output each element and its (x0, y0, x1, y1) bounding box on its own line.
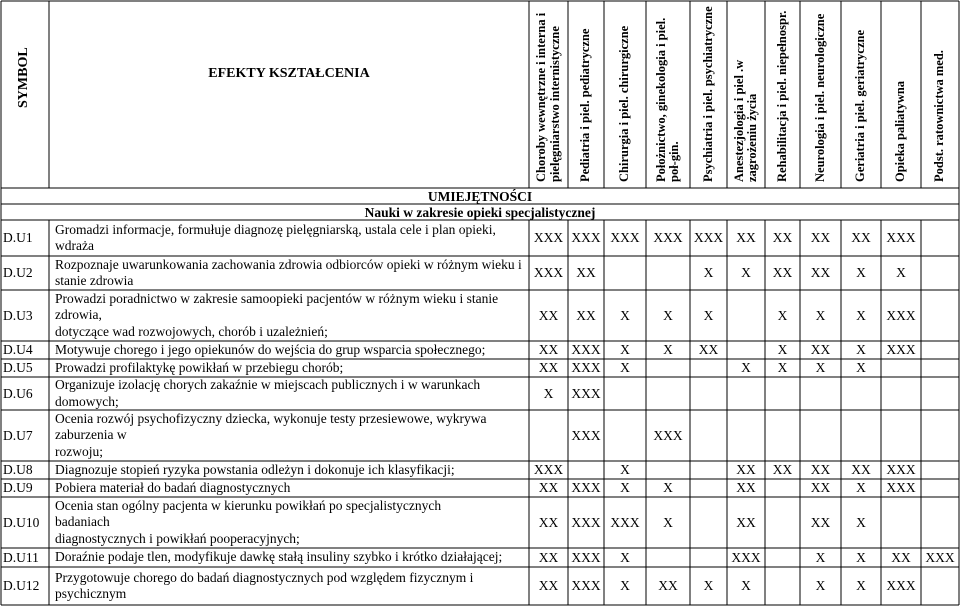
mark-cell: XXX (571, 360, 601, 375)
mark-cell: XX (810, 462, 831, 477)
mark-cell: XX (736, 230, 756, 245)
column-header-1-line-2: pielęgniarstwo internistyczne (547, 26, 562, 182)
column-header-1-line-1: Choroby wewnętrzne i interna i (534, 12, 548, 182)
row-description-line: Gromadzi informacje, formułuje diagnozę pielęgniarską, ustala cele i plan opieki, (55, 221, 496, 237)
row-code: D.U4 (3, 342, 33, 357)
section-title: UMIEJĘTNOŚCI (427, 189, 533, 204)
mark-cell: X (856, 514, 866, 530)
row-description-line: zdrowia, (55, 307, 102, 323)
mark-cell: XXX (610, 230, 640, 245)
row-description-line: Ocenia rozwój psychofizyczny dziecka, wykonuje testy przesiewowe, wykrywa (55, 411, 487, 427)
mark-cell: XX (698, 342, 719, 357)
mark-cell: XX (851, 230, 871, 245)
mark-cell: X (815, 360, 826, 375)
mark-cell: X (663, 480, 673, 495)
mark-cell: X (663, 342, 673, 357)
column-header-6-line-1: Anestezjologia i piel .w (731, 59, 746, 182)
row-description-line: Przygotowuje chorego do badań diagnostycznych pod względem fizycznym i (55, 569, 474, 585)
column-header-2-line-1: Pediatria i piel. pediatryczne (578, 28, 593, 182)
row-description-line: zaburzenia w (55, 427, 127, 443)
column-header-4-line-2: poł-gin. (667, 141, 681, 182)
mark-cell: XX (736, 514, 756, 530)
row-code: D.U5 (3, 360, 33, 375)
mark-cell: X (856, 342, 866, 357)
mark-cell: X (777, 342, 788, 357)
row-code: D.U3 (3, 307, 33, 323)
mark-cell: XXX (886, 480, 916, 495)
mark-cell: X (856, 578, 866, 593)
mark-cell: XX (538, 307, 559, 323)
mark-cell: X (703, 307, 714, 323)
mark-cell: X (856, 265, 866, 280)
row-code: D.U7 (3, 427, 33, 443)
mark-cell: XX (772, 265, 793, 280)
mark-cell: XXX (571, 480, 601, 495)
row-description-line: stanie zdrowia (55, 273, 134, 288)
column-header-11-line-1: Podst. ratownictwa med. (932, 50, 947, 182)
mark-cell: XXX (731, 549, 761, 565)
row-description-line: domowych; (55, 393, 119, 409)
column-header-7-line-1: Rehabilitacja i piel. niepełnospr. (774, 10, 789, 182)
mark-cell: X (620, 462, 630, 477)
mark-cell: X (620, 342, 630, 357)
mark-cell: X (856, 549, 866, 565)
mark-cell: X (620, 480, 630, 495)
mark-cell: X (896, 265, 906, 280)
mark-cell: XXX (886, 307, 916, 323)
mark-cell: XXX (533, 230, 564, 245)
mark-cell: XXX (886, 230, 916, 245)
mark-cell: X (741, 578, 751, 593)
row-code: D.U10 (3, 514, 40, 530)
mark-cell: XX (891, 549, 911, 565)
mark-cell: X (856, 360, 866, 375)
row-description-line: Prowadzi poradnictwo w zakresie samoopieki pacjentów w różnym wieku i stanie (55, 291, 499, 307)
mark-cell: XXX (571, 342, 601, 357)
row-code: D.U8 (3, 462, 33, 477)
mark-cell: XX (810, 514, 831, 530)
mark-cell: XXX (610, 514, 640, 530)
mark-cell: X (703, 578, 714, 593)
mark-cell: XX (810, 265, 831, 280)
column-header-5-line-1: Psychiatria i piel. psychiatryczne (700, 6, 715, 182)
row-description-line: Diagnozuje stopień ryzyka powstania odleżyn i dokonuje ich klasyfikacji; (55, 461, 455, 477)
symbol-header: SYMBOL (16, 47, 31, 108)
mark-cell: XXX (653, 427, 683, 443)
mark-cell: XX (658, 578, 678, 593)
effects-header: EFEKTY KSZTAŁCENIA (208, 66, 370, 81)
mark-cell: X (663, 514, 673, 530)
mark-cell: XX (736, 462, 756, 477)
mark-cell: X (741, 265, 751, 280)
mark-cell: X (741, 360, 751, 375)
mark-cell: XX (772, 230, 793, 245)
mark-cell: XXX (571, 230, 601, 245)
mark-cell: XX (810, 230, 831, 245)
row-description-line: diagnostycznych i powikłań pooperacyjnych; (55, 530, 300, 546)
mark-cell: X (620, 307, 630, 323)
column-header-4-line-1: Położnictwo, ginekologia i piel. (653, 17, 668, 182)
mark-cell: XXX (653, 230, 683, 245)
mark-cell: X (620, 549, 630, 565)
row-description-line: rozwoju; (55, 443, 103, 459)
row-description-line: Organizuje izolację chorych zakaźnie w miejscach publicznych i w warunkach (55, 377, 481, 393)
mark-cell: XX (810, 342, 831, 357)
column-header-9-line-1: Geriatria i piel. geriatryczne (853, 29, 868, 182)
mark-cell: XXX (571, 514, 601, 530)
column-header-6-line-2: zagrożeniu życia (745, 93, 759, 182)
mark-cell: X (815, 549, 826, 565)
mark-cell: X (543, 385, 554, 401)
mark-cell: X (856, 480, 866, 495)
column-header-10-line-1: Opieka paliatywna (893, 80, 908, 182)
mark-cell: XX (576, 307, 596, 323)
mark-cell: XX (538, 360, 559, 375)
mark-cell: X (663, 307, 673, 323)
mark-cell: X (815, 307, 826, 323)
row-code: D.U2 (3, 265, 33, 280)
subsection-title: Nauki w zakresie opieki specjalistycznej (364, 205, 596, 220)
mark-cell: X (815, 578, 826, 593)
mark-cell: XX (851, 462, 871, 477)
row-code: D.U1 (3, 230, 33, 245)
mark-cell: XX (576, 265, 596, 280)
row-description-line: dotyczące wad rozwojowych, chorób i uzależnień; (55, 323, 328, 339)
mark-cell: XX (538, 578, 559, 593)
mark-cell: X (777, 360, 788, 375)
mark-cell: XXX (571, 385, 601, 401)
row-description-line: Prowadzi profilaktykę powikłań w przebiegu chorób; (55, 359, 344, 375)
mark-cell: XXX (571, 578, 601, 593)
mark-cell: XX (538, 342, 559, 357)
mark-cell: X (703, 265, 714, 280)
row-description-line: badaniach (55, 514, 110, 530)
mark-cell: X (777, 307, 788, 323)
mark-cell: X (620, 578, 630, 593)
row-description-line: Rozpoznaje uwarunkowania zachowania zdrowia odbiorców opieki w różnym wieku i (55, 256, 522, 272)
mark-cell: XXX (571, 427, 601, 443)
row-description-line: Motywuje chorego i jego opiekunów do wejścia do grup wsparcia społecznego; (55, 341, 486, 357)
row-description-line: psychicznym (55, 586, 127, 601)
mark-cell: XXX (886, 578, 916, 593)
row-description-line: Ocenia stan ogólny pacjenta w kierunku powikłań po specjalistycznych (55, 498, 442, 514)
row-description-line: Pobiera materiał do badań diagnostycznych (55, 479, 291, 495)
mark-cell: XX (810, 480, 831, 495)
mark-cell: XXX (693, 230, 724, 245)
row-code: D.U12 (3, 578, 40, 593)
mark-cell: XXX (571, 549, 601, 565)
column-header-8-line-1: Neurologia i piel. neurologiczne (812, 13, 827, 182)
mark-cell: XXX (886, 462, 916, 477)
row-code: D.U9 (3, 480, 33, 495)
mark-cell: X (620, 360, 630, 375)
mark-cell: XX (538, 549, 559, 565)
row-code: D.U11 (3, 549, 39, 565)
row-code: D.U6 (3, 385, 33, 401)
mark-cell: XX (538, 514, 559, 530)
mark-cell: XXX (925, 549, 955, 565)
mark-cell: XXX (533, 265, 564, 280)
mark-cell: XX (538, 480, 559, 495)
mark-cell: X (856, 307, 866, 323)
mark-cell: XX (772, 462, 793, 477)
row-description-line: wdraża (55, 238, 94, 253)
row-description-line: Doraźnie podaje tlen, modyfikuje dawkę stałą insuliny szybko i krótko działającej; (55, 549, 503, 565)
mark-cell: XXX (533, 462, 564, 477)
mark-cell: XX (736, 480, 756, 495)
column-header-3-line-1: Chirurgia i piel. chirurgiczne (617, 25, 632, 182)
mark-cell: XXX (886, 342, 916, 357)
